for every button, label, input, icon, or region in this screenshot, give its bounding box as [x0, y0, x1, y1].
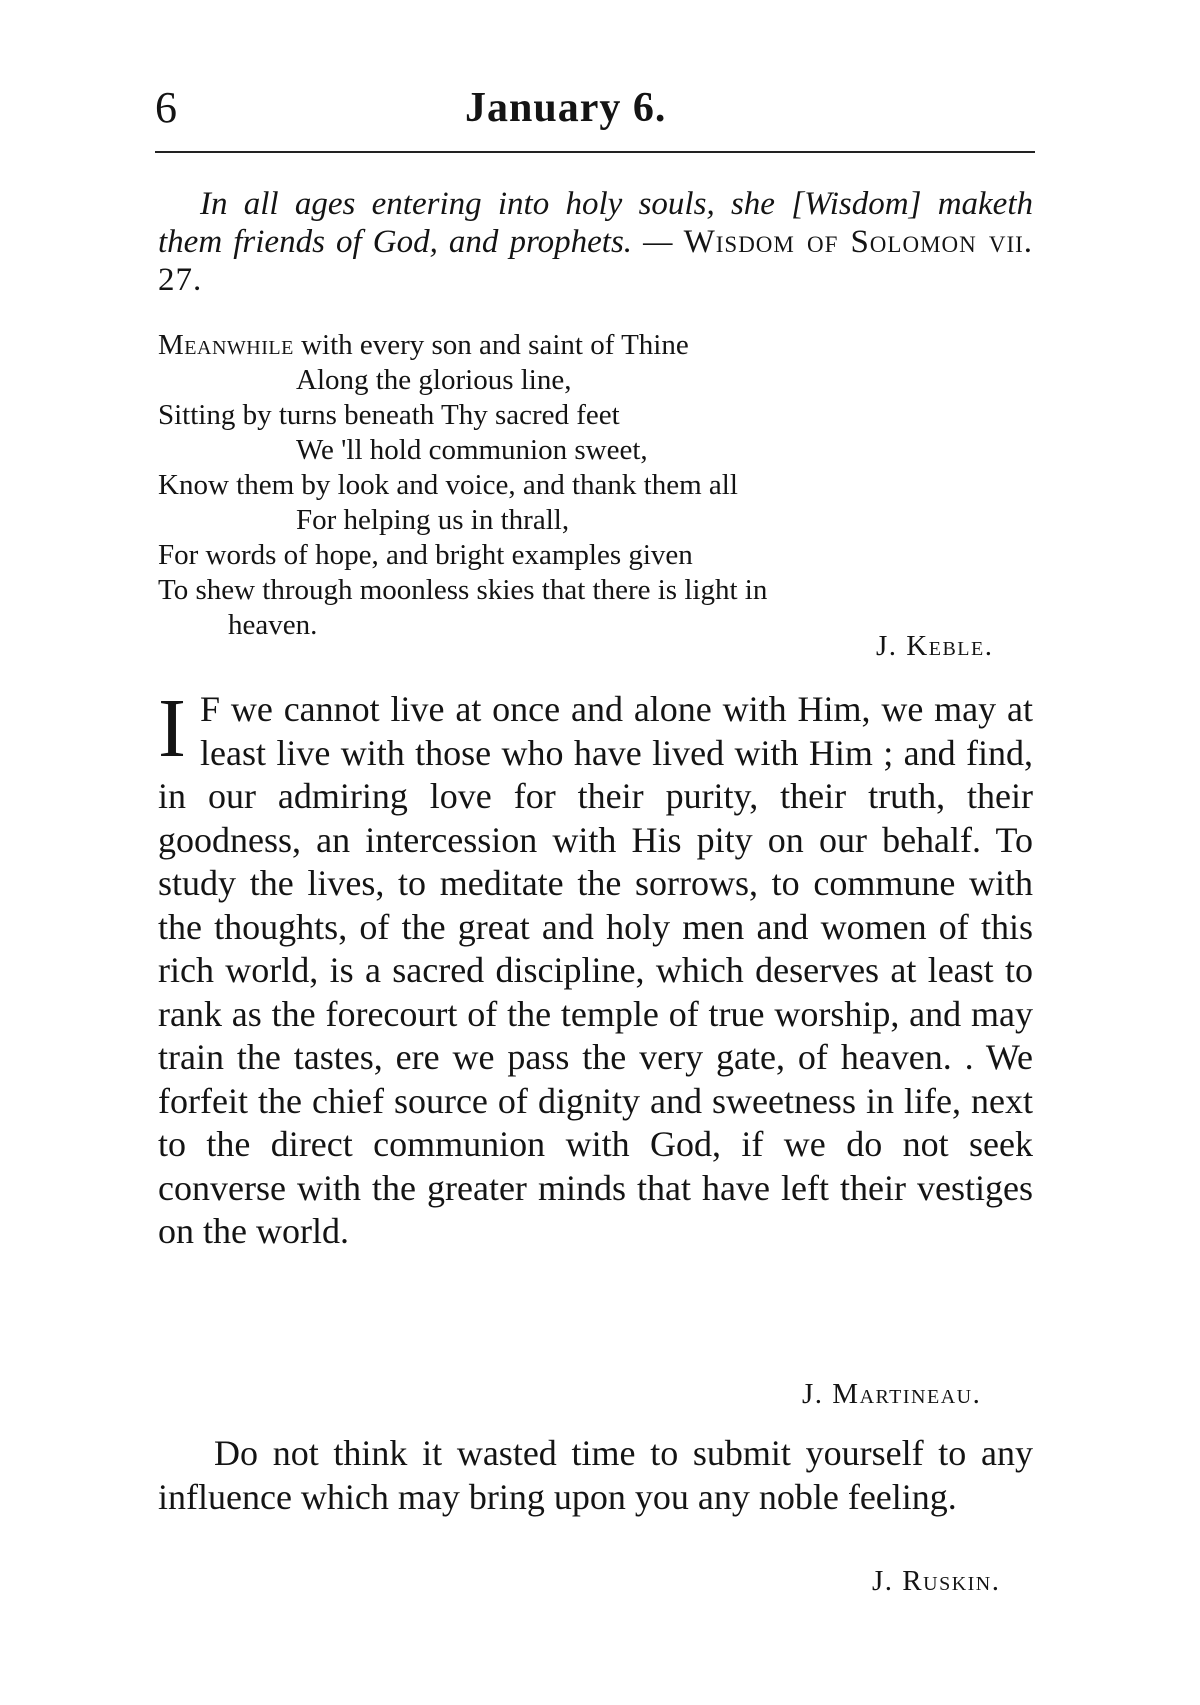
- martineau-text: F we cannot live at once and alone with Him, we may at least live with those who have lived with Him ; and find, in our admiring love for their purity, their truth, their goodness, an intercession with His pity on our behalf. To study the lives, to meditate the sorrows, to commune with the thoughts, of the great and holy men and women of this rich world, is a sacred discipline, which deserves at least to rank as the forecourt of the temple of true worship, and may train the tastes, ere we pass the very gate, of heaven. . We forfeit the chief source of dignity and sweetness in life, next to the direct communion with God, if we do not seek converse with the greater minds that have left their vestiges on the world.: [158, 689, 1033, 1251]
- epigraph-text: In all ages entering into holy souls, she [Wisdom] maketh them friends of God, and prophets. —: [158, 186, 1033, 260]
- poem-line: To shew through moonless skies that there is light in: [158, 574, 768, 606]
- drop-cap: I: [158, 682, 186, 775]
- poem-line-text: with every son and saint of Thine: [293, 329, 689, 361]
- poem-line: We 'll hold communion sweet,: [296, 434, 648, 466]
- ruskin-text: Do not think it wasted time to submit yourself to any influence which may bring upon you any noble feeling.: [158, 1433, 1033, 1517]
- page-header: [155, 78, 1035, 138]
- poem-line: For words of hope, and bright examples given: [158, 539, 693, 571]
- ruskin-attribution: J. Ruskin.: [872, 1565, 1001, 1597]
- header-rule: [155, 151, 1035, 153]
- page-date-heading: January 6.: [465, 85, 667, 131]
- keble-attribution: J. Keble.: [876, 630, 994, 662]
- page-number: 6: [155, 83, 177, 132]
- martineau-attribution: J. Martineau.: [802, 1378, 982, 1410]
- ruskin-passage: [158, 1432, 1033, 1519]
- poem-first-word: Meanwhile: [158, 329, 294, 361]
- poem-line: heaven.: [228, 609, 318, 641]
- epigraph-source: Wisdom of Solomon vii. 27.: [158, 224, 1034, 298]
- poem-line: Sitting by turns beneath Thy sacred feet: [158, 399, 620, 431]
- poem-line: Along the glorious line,: [296, 364, 572, 396]
- epigraph: [158, 185, 1033, 299]
- poem-line: For helping us in thrall,: [296, 504, 570, 536]
- poem-line: Know them by look and voice, and thank them all: [158, 469, 738, 501]
- martineau-passage: [158, 682, 1033, 1254]
- poem-line: [158, 328, 1038, 363]
- poem: [158, 328, 1038, 643]
